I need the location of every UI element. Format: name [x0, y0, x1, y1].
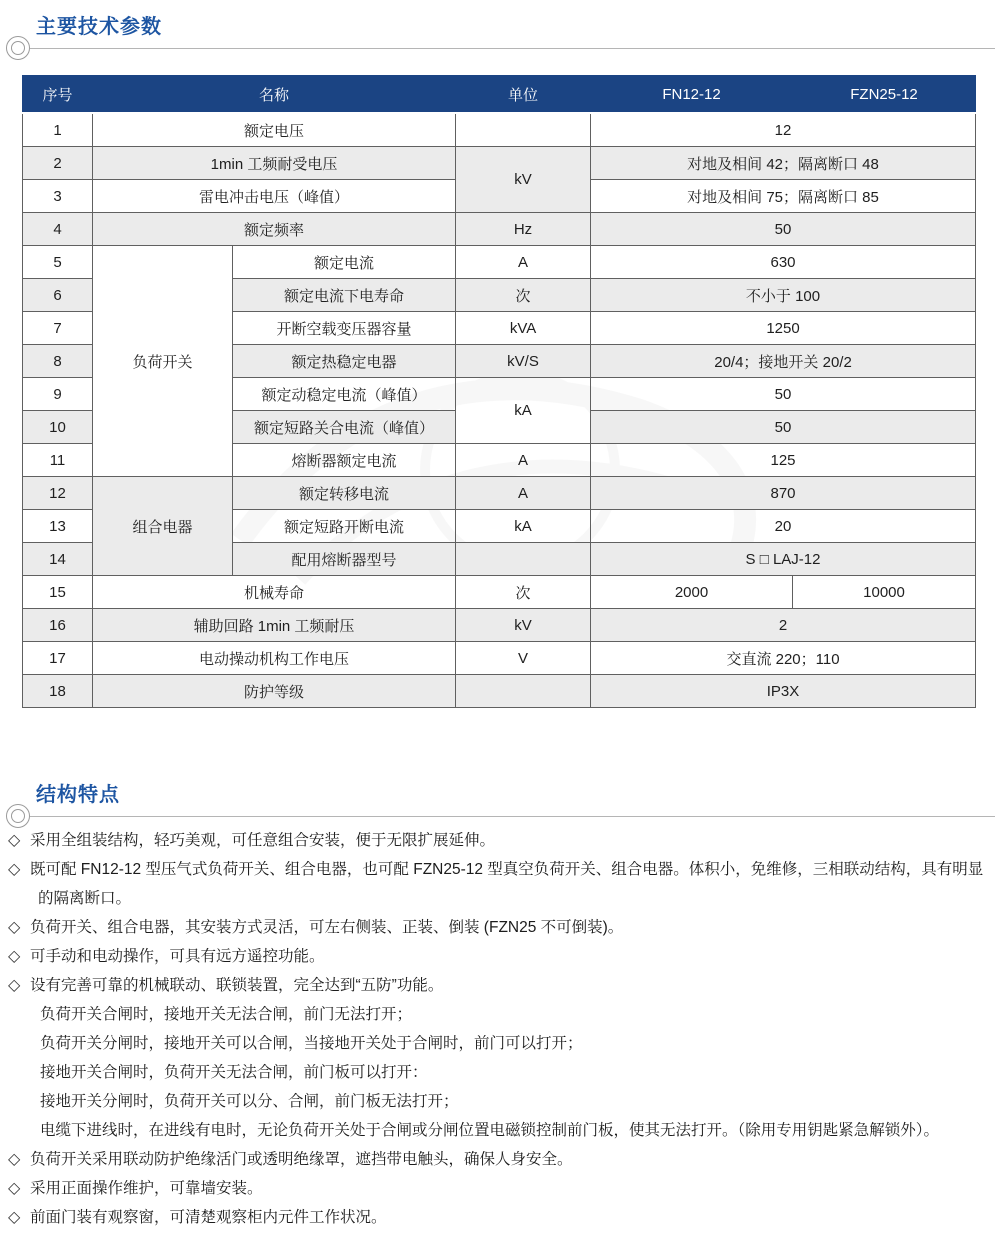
- cell-name: 开断空载变压器容量: [233, 312, 456, 345]
- cell-value: 2: [591, 609, 976, 642]
- cell-value: 870: [591, 477, 976, 510]
- cell-value: 不小于 100: [591, 279, 976, 312]
- cell-unit: 次: [456, 576, 591, 609]
- cell-no: 4: [23, 213, 93, 246]
- table-row: [23, 675, 976, 708]
- ring-decoration-icon: [6, 804, 30, 828]
- feature-text: 接地开关合闸时，负荷开关无法合闸，前门板可以打开：: [40, 1064, 428, 1081]
- cell-value: IP3X: [591, 675, 976, 708]
- cell-no: 14: [23, 543, 93, 576]
- feature-text: 既可配 FN12-12 型压气式负荷开关、组合电器，也可配 FZN25-12 型真空负荷开关、组合电器。体积小，免维修，三相联动结构，具有明显的隔离断口。: [30, 861, 984, 907]
- cell-no: 7: [23, 312, 93, 345]
- list-item: [8, 826, 992, 855]
- list-item: [8, 1203, 992, 1232]
- cell-no: 10: [23, 411, 93, 444]
- cell-value: 50: [591, 213, 976, 246]
- cell-unit: kA: [456, 510, 591, 543]
- diamond-bullet-icon: ◇: [8, 977, 21, 994]
- col-header-fn12: FN12-12: [591, 76, 793, 114]
- cell-no: 11: [23, 444, 93, 477]
- feature-text: 负荷开关采用联动防护绝缘活门或透明绝缘罩，遮挡带电触头，确保人身安全。: [30, 1151, 573, 1168]
- feature-text: 负荷开关合闸时，接地开关无法合闸，前门无法打开；: [40, 1006, 413, 1023]
- cell-unit: [456, 113, 591, 147]
- cell-value: 对地及相间 75；隔离断口 85: [591, 180, 976, 213]
- cell-no: 1: [23, 113, 93, 147]
- cell-no: 12: [23, 477, 93, 510]
- feature-text: 前面门装有观察窗，可清楚观察柜内元件工作状况。: [30, 1209, 387, 1226]
- cell-name: 额定动稳定电流（峰值）: [233, 378, 456, 411]
- list-item: [8, 971, 992, 1000]
- cell-unit: kVA: [456, 312, 591, 345]
- cell-name: 额定频率: [93, 213, 456, 246]
- feature-text: 采用正面操作维护，可靠墙安装。: [30, 1180, 263, 1197]
- table-row: [23, 576, 976, 609]
- cell-no: 15: [23, 576, 93, 609]
- col-header-fzn25: FZN25-12: [793, 76, 976, 114]
- feature-text: 接地开关分闸时，负荷开关可以分、合闸，前门板无法打开；: [40, 1093, 459, 1110]
- cell-value: 20: [591, 510, 976, 543]
- feature-text: 采用全组装结构，轻巧美观，可任意组合安装，便于无限扩展延伸。: [30, 832, 496, 849]
- diamond-bullet-icon: ◇: [8, 861, 21, 878]
- cell-no: 9: [23, 378, 93, 411]
- feature-text: 设有完善可靠的机械联动、联锁装置，完全达到“五防”功能。: [30, 977, 444, 994]
- list-item: [8, 1145, 992, 1174]
- list-item: [8, 942, 992, 971]
- list-item: [8, 913, 992, 942]
- feature-text: 电缆下进线时，在进线有电时，无论负荷开关处于合闸或分闸位置电磁锁控制前门板，使其无法打开。（除用专用钥匙紧急解锁外）。: [40, 1122, 940, 1139]
- cell-name: 电动操动机构工作电压: [93, 642, 456, 675]
- cell-value: 630: [591, 246, 976, 279]
- cell-value: S □ LAJ-12: [591, 543, 976, 576]
- feature-text: 负荷开关分闸时，接地开关可以合闸，当接地开关处于合闸时，前门可以打开；: [40, 1035, 583, 1052]
- cell-unit: V: [456, 642, 591, 675]
- table-row: [23, 642, 976, 675]
- cell-value: 50: [591, 411, 976, 444]
- diamond-bullet-icon: ◇: [8, 832, 21, 849]
- section-params-title: 主要技术参数: [36, 16, 162, 38]
- rule-line: [30, 816, 995, 817]
- features-list: [8, 826, 992, 1232]
- cell-unit: kV: [456, 609, 591, 642]
- cell-value: 交直流 220；110: [591, 642, 976, 675]
- cell-unit: A: [456, 246, 591, 279]
- cell-no: 13: [23, 510, 93, 543]
- diamond-bullet-icon: ◇: [8, 1180, 21, 1197]
- cell-no: 2: [23, 147, 93, 180]
- cell-unit: kV: [456, 147, 591, 213]
- cell-name: 雷电冲击电压（峰值）: [93, 180, 456, 213]
- list-item: [8, 1000, 992, 1029]
- cell-name: 额定电流: [233, 246, 456, 279]
- table-row: [23, 213, 976, 246]
- diamond-bullet-icon: ◇: [8, 1209, 21, 1226]
- cell-value: 20/4；接地开关 20/2: [591, 345, 976, 378]
- section-rule: [6, 804, 995, 828]
- cell-group: 组合电器: [93, 477, 233, 576]
- cell-no: 18: [23, 675, 93, 708]
- list-item: [8, 1174, 992, 1203]
- list-item: [8, 1087, 992, 1116]
- table-row: [23, 246, 976, 279]
- cell-unit: A: [456, 444, 591, 477]
- cell-no: 3: [23, 180, 93, 213]
- list-item: [8, 1116, 992, 1145]
- feature-text: 可手动和电动操作，可具有远方遥控功能。: [30, 948, 325, 965]
- cell-no: 8: [23, 345, 93, 378]
- cell-name: 额定短路开断电流: [233, 510, 456, 543]
- tech-params-table: [22, 75, 976, 708]
- diamond-bullet-icon: ◇: [8, 919, 21, 936]
- diamond-bullet-icon: ◇: [8, 1151, 21, 1168]
- cell-value-fn12: 2000: [591, 576, 793, 609]
- rule-line: [30, 48, 995, 49]
- cell-value: 12: [591, 113, 976, 147]
- table-row: [23, 113, 976, 147]
- cell-name: 额定电压: [93, 113, 456, 147]
- cell-no: 5: [23, 246, 93, 279]
- table-row: [23, 609, 976, 642]
- cell-name: 1min 工频耐受电压: [93, 147, 456, 180]
- cell-name: 配用熔断器型号: [233, 543, 456, 576]
- col-header-no: 序号: [23, 76, 93, 114]
- col-header-name: 名称: [93, 76, 456, 114]
- cell-value: 1250: [591, 312, 976, 345]
- cell-unit: kV/S: [456, 345, 591, 378]
- list-item: [8, 855, 992, 913]
- cell-value: 125: [591, 444, 976, 477]
- cell-no: 6: [23, 279, 93, 312]
- cell-name: 熔断器额定电流: [233, 444, 456, 477]
- cell-value: 对地及相间 42；隔离断口 48: [591, 147, 976, 180]
- table-header-row: [23, 76, 976, 114]
- list-item: [8, 1029, 992, 1058]
- cell-group: 负荷开关: [93, 246, 233, 477]
- cell-unit: 次: [456, 279, 591, 312]
- table-row: [23, 147, 976, 180]
- cell-value-fzn25: 10000: [793, 576, 976, 609]
- cell-unit: A: [456, 477, 591, 510]
- feature-text: 负荷开关、组合电器，其安装方式灵活，可左右侧装、正装、倒装 (FZN25 不可倒装)。: [30, 919, 624, 936]
- cell-name: 防护等级: [93, 675, 456, 708]
- ring-decoration-icon: [6, 36, 30, 60]
- cell-name: 额定热稳定电器: [233, 345, 456, 378]
- cell-name: 额定转移电流: [233, 477, 456, 510]
- cell-unit: [456, 675, 591, 708]
- col-header-unit: 单位: [456, 76, 591, 114]
- cell-name: 机械寿命: [93, 576, 456, 609]
- diamond-bullet-icon: ◇: [8, 948, 21, 965]
- cell-no: 17: [23, 642, 93, 675]
- cell-name: 额定电流下电寿命: [233, 279, 456, 312]
- cell-value: 50: [591, 378, 976, 411]
- list-item: [8, 1058, 992, 1087]
- section-rule: [6, 36, 995, 60]
- cell-unit: [456, 543, 591, 576]
- cell-unit: kA: [456, 378, 591, 444]
- section-features-header: [0, 778, 1000, 828]
- cell-no: 16: [23, 609, 93, 642]
- cell-name: 辅助回路 1min 工频耐压: [93, 609, 456, 642]
- section-params-header: [0, 10, 1000, 60]
- cell-unit: Hz: [456, 213, 591, 246]
- table-row: [23, 477, 976, 510]
- cell-name: 额定短路关合电流（峰值）: [233, 411, 456, 444]
- section-features-title: 结构特点: [36, 784, 120, 806]
